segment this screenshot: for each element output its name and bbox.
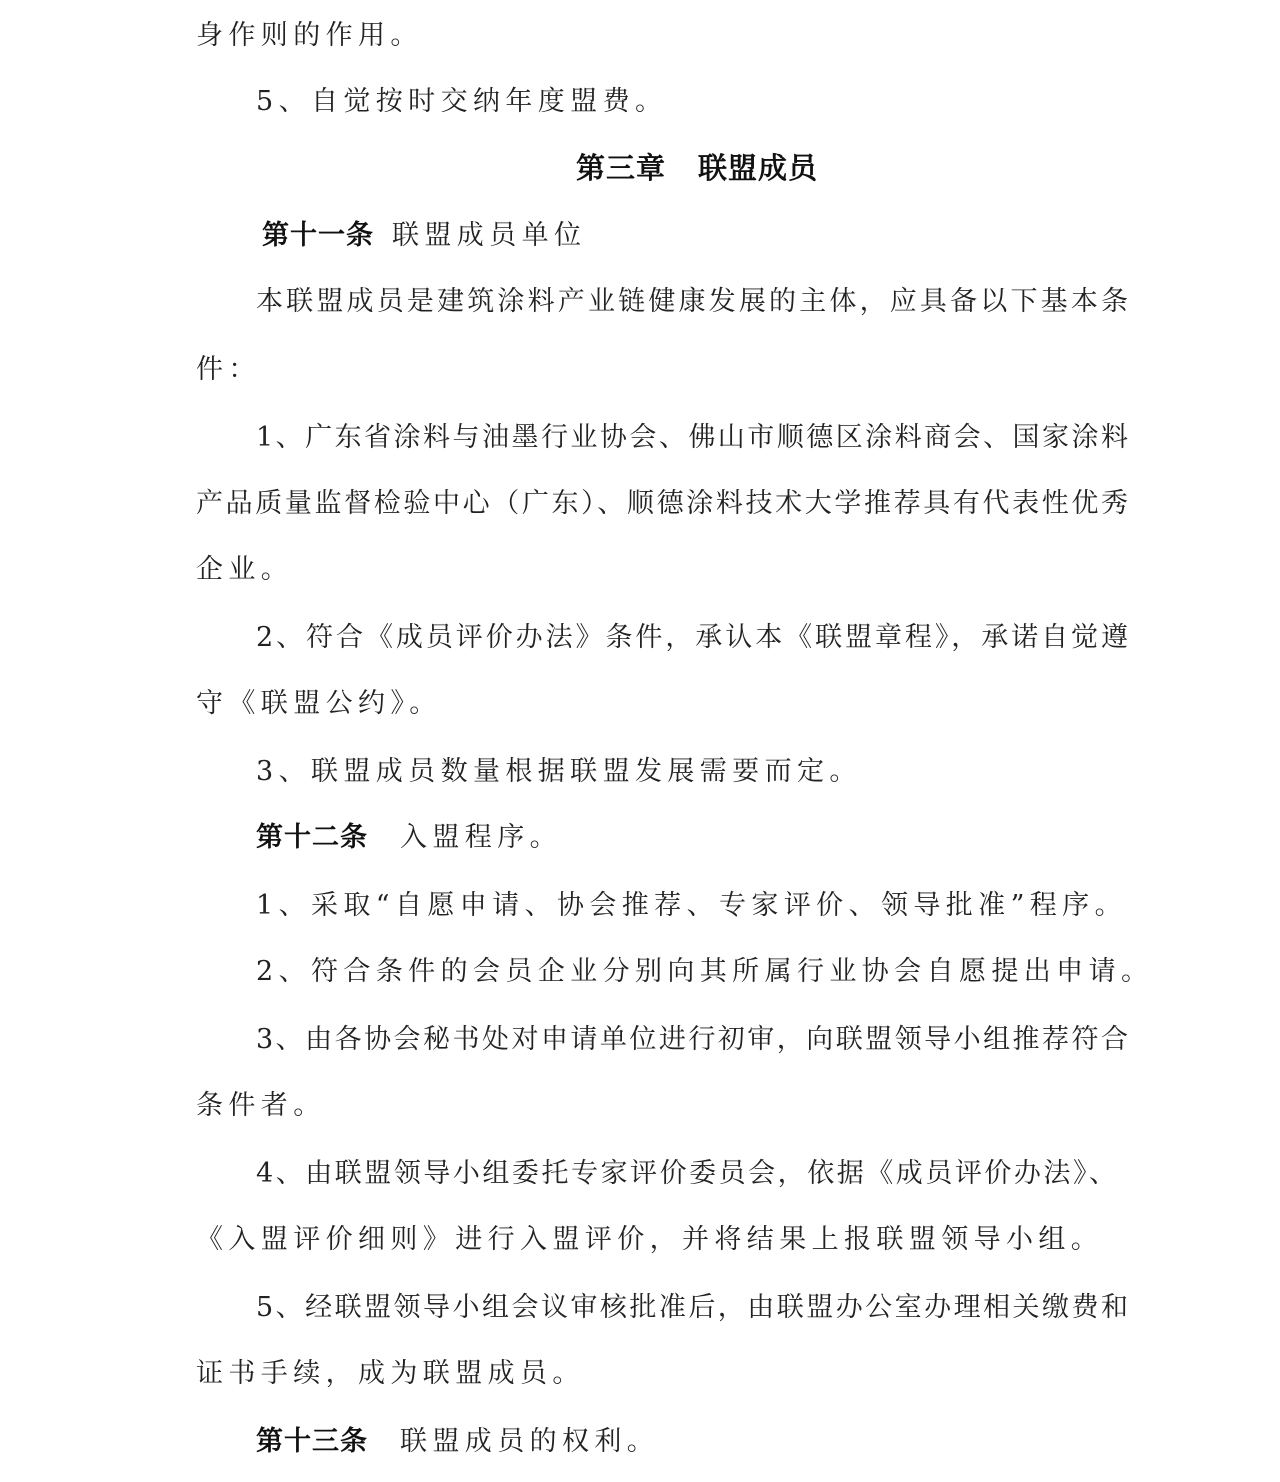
article-13-heading [256,1422,659,1462]
article-12-item5-line2: 证书手续，成为联盟成员。 [196,1358,585,1389]
article-11-heading [262,216,586,256]
article-11-item2-line2: 守《联盟公约》。 [196,688,442,719]
article-12-item2: 2、符合条件的会员企业分别向其所属行业协会自愿提出申请。 [256,956,1154,987]
article-11-item1-line2: 产品质量监督检验中心（广东）、顺德涂料技术大学推荐具有代表性优秀 [196,488,1128,519]
continued-paragraph-line: 身作则的作用。 [196,20,423,51]
article-number: 第十一条 [262,220,374,251]
article-11-item1-line3: 企业。 [196,554,294,585]
article-12-item5-line1: 5、经联盟领导小组会议审核批准后，由联盟办公室办理相关缴费和 [256,1292,1128,1323]
chapter-heading [576,148,818,188]
article-12-item4-line2: 《入盟评价细则》进行入盟评价，并将结果上报联盟领导小组。 [196,1224,1104,1255]
chapter-number: 第三章 [576,151,667,185]
article-11-item1-line1: 1、广东省涂料与油墨行业协会、佛山市顺德区涂料商会、国家涂料 [256,422,1128,453]
list-item-5: 5、自觉按时交纳年度盟费。 [256,86,668,117]
article-11-item3: 3、联盟成员数量根据联盟发展需要而定。 [256,756,862,787]
article-number: 第十三条 [256,1426,368,1457]
article-number: 第十二条 [256,822,368,853]
article-12-item4-line1: 4、由联盟领导小组委托专家评价委员会，依据《成员评价办法》、 [256,1158,1116,1189]
article-title: 入盟程序。 [400,822,562,853]
article-title: 联盟成员的权利。 [400,1426,660,1457]
article-12-item3-line2: 条件者。 [196,1090,326,1121]
article-12-item1: 1、采取“自愿申请、协会推荐、专家评价、领导批准”程序。 [256,890,1127,921]
article-12-heading [256,818,562,858]
article-11-intro-line1: 本联盟成员是建筑涂料产业链健康发展的主体，应具备以下基本条 [256,286,1128,317]
article-title: 联盟成员单位 [392,220,587,251]
article-11-intro-line2: 件： [196,354,261,385]
article-12-item3-line1: 3、由各协会秘书处对申请单位进行初审，向联盟领导小组推荐符合 [256,1024,1128,1055]
chapter-title: 联盟成员 [698,151,819,185]
article-11-item2-line1: 2、符合《成员评价办法》条件，承认本《联盟章程》，承诺自觉遵 [256,622,1128,653]
